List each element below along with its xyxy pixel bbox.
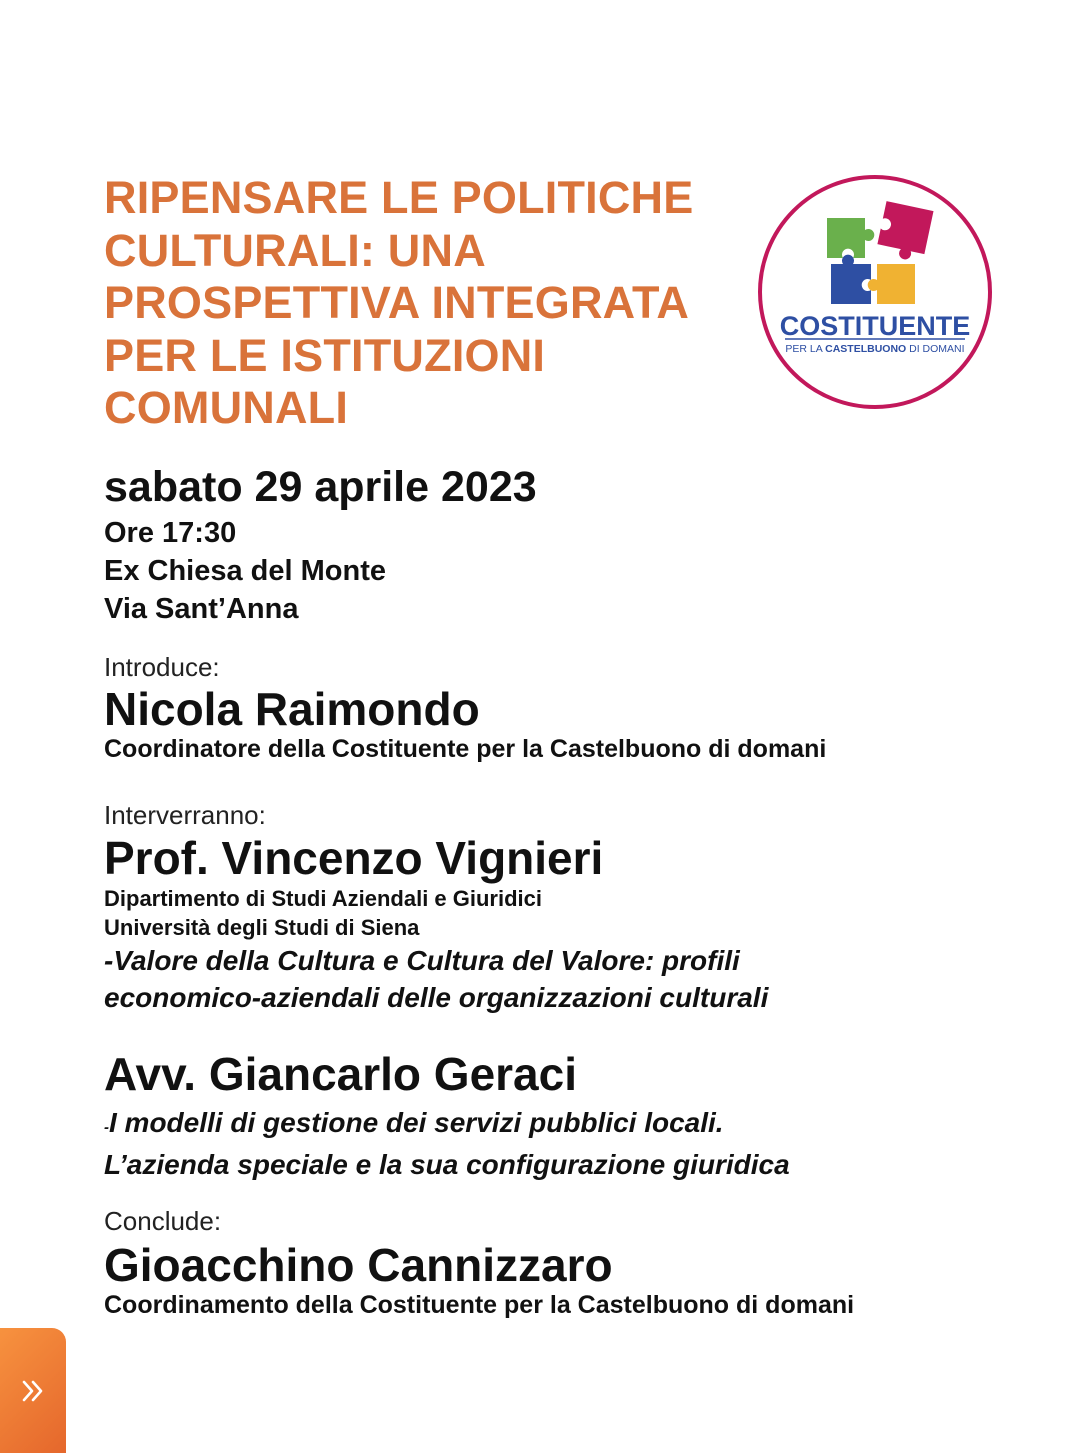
title-line: RIPENSARE LE POLITICHE <box>104 172 694 223</box>
double-chevron-right-icon <box>18 1376 48 1406</box>
event-address: Via Sant’Anna <box>104 593 299 625</box>
speaker1-department: Dipartimento di Studi Aziendali e Giuridici <box>104 886 543 911</box>
title-line: PROSPETTIVA INTEGRATA <box>104 277 690 328</box>
event-date: sabato 29 aprile 2023 <box>104 463 537 511</box>
conclusion-name: Gioacchino Cannizzaro <box>104 1239 613 1291</box>
costituente-logo <box>757 172 993 412</box>
speaker1-talk-line1: -Valore della Cultura e Cultura del Valore: profili <box>104 945 740 976</box>
expand-side-button[interactable] <box>0 1328 66 1453</box>
title-line: PER LE ISTITUZIONI <box>104 329 546 381</box>
speaker2-section <box>104 1048 790 1183</box>
speaker1-name: Prof. Vincenzo Vignieri <box>104 832 604 884</box>
speaker1-talk-line2: economico-aziendali delle organizzazioni culturali <box>104 982 769 1013</box>
intro-section <box>104 652 826 765</box>
intro-name: Nicola Raimondo <box>104 683 480 735</box>
intro-label: Introduce: <box>104 652 220 682</box>
intro-role: Coordinatore della Costituente per la Castelbuono di domani <box>104 735 827 763</box>
logo-name: COSTITUENTE <box>779 311 971 341</box>
event-title <box>104 172 744 435</box>
event-time: Ore 17:30 <box>104 517 237 549</box>
speaker1-university: Università degli Studi di Siena <box>104 915 420 940</box>
event-details <box>104 514 386 628</box>
speakers-label: Interverranno: <box>104 800 266 830</box>
conclusion-section <box>104 1206 854 1321</box>
conclusion-label: Conclude: <box>104 1206 222 1236</box>
event-venue: Ex Chiesa del Monte <box>104 555 387 587</box>
speaker2-talk-line1: -I modelli di gestione dei servizi pubblici locali. <box>104 1107 724 1138</box>
speaker1-section <box>104 800 768 1016</box>
speaker2-talk-line2: L’azienda speciale e la sua configurazione giuridica <box>104 1149 790 1180</box>
logo-subtitle: PER LA CASTELBUONO DI DOMANI <box>785 343 965 355</box>
title-line: COMUNALI <box>104 382 349 433</box>
conclusion-role: Coordinamento della Costituente per la Castelbuono di domani <box>104 1291 855 1319</box>
title-line: CULTURALI: UNA <box>104 224 486 276</box>
speaker2-name: Avv. Giancarlo Geraci <box>104 1048 578 1100</box>
